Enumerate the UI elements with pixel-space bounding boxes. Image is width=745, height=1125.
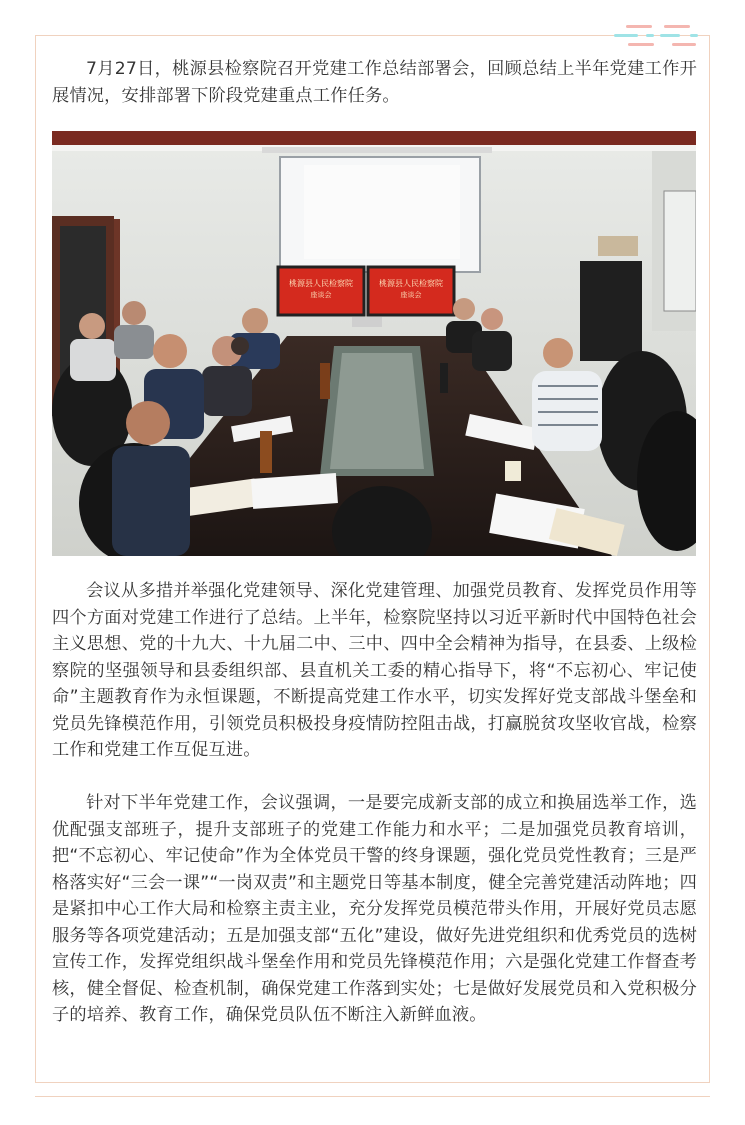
plan-paragraph: 针对下半年党建工作，会议强调，一是要完成新支部的成立和换届选举工作，选优配强支部班子，提升支部班子的党建工作能力和水平；二是加强党员教育培训，把“不忘初心、牢记使命”作为全体党员干警的终身课题，强化党员党性教育；三是严格落实好“三会一课”“一岗双责”和主题党日等基本制度，健全完善党建活动阵地；四是紧扣中心工作大局和检察主责主业，充分发挥党员模范带头作用，开展好党员志愿服务等各项党建活动；五是加强支部“五化”建设，做好先进党组织和优秀党员的选树宣传工作，发挥党组织战斗堡垒作用和党员先锋模范作用；六是强化党建工作督查考核，健全督促、检查机制，确保党建工作落到实处；七是做好发展党员和入党积极分子的培养、教育工作，确保党员队伍不断注入新鲜血液。 (52, 793, 697, 1025)
summary-paragraph: 会议从多措并举强化党建领导、深化党建管理、加强党员教育、发挥党员作用等四个方面对党建工作进行了总结。上半年，检察院坚持以习近平新时代中国特色社会主义思想、党的十九大、十九届二中、三中、四中全会精神为指导，在县委、上级检察院的坚强领导和县委组织部、县直机关工委的精心指导下，将“不忘初心、牢记使命”主题教育作为永恒课题，不断提高党建工作水平，切实发挥好党支部战斗堡垒和党员先锋模范作用，引领党员积极投身疫情防控阻击战，打赢脱贫攻坚收官战，检察工作和党建工作互促互进。 (52, 581, 697, 760)
screen-text-left: 桃源县人民检察院 (289, 279, 353, 288)
meeting-photo (52, 131, 696, 556)
screen-text-right: 桃源县人民检察院 (379, 279, 443, 288)
screen-subtext-left: 座谈会 (310, 291, 332, 299)
intro-paragraph: 7月27日，桃源县检察院召开党建工作总结部署会，回顾总结上半年党建工作开展情况，安排部署下阶段党建重点工作任务。 (52, 59, 697, 106)
screen-subtext-right: 座谈会 (400, 291, 422, 299)
bottom-divider (35, 1096, 710, 1097)
